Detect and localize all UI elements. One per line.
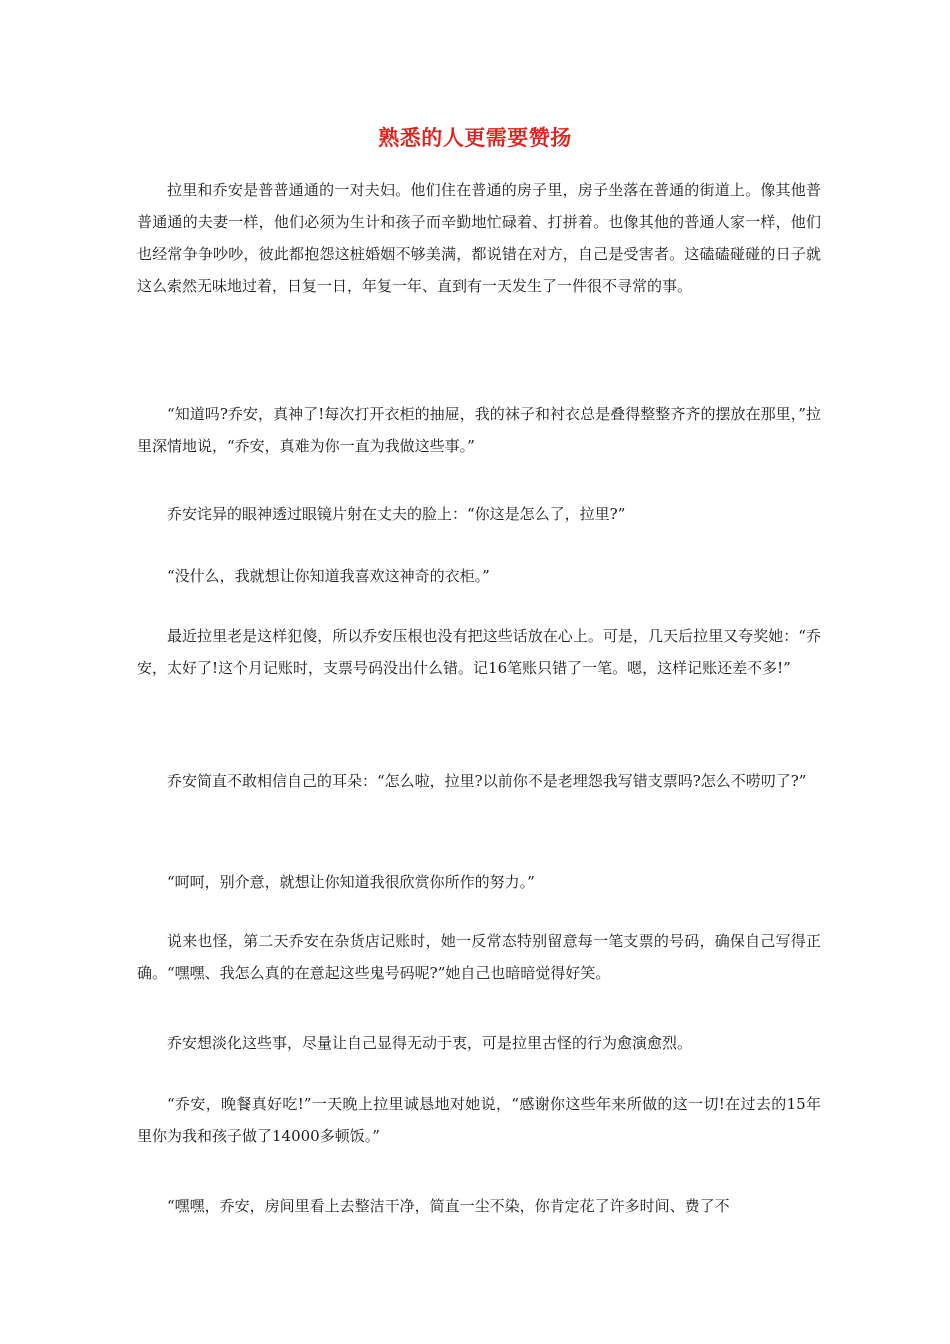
paragraph-5: 最近拉里老是这样犯傻，所以乔安压根也没有把这些话放在心上。可是，几天后拉里又夸奖她：“乔安，太好了!这个月记账时，支票号码没出什么错。记16笔账只错了一笔。嗯，这样记账还差不多!” [137,627,821,677]
paragraph-9: 乔安想淡化这些事，尽量让自己显得无动于衷，可是拉里古怪的行为愈演愈烈。 [167,1034,693,1052]
paragraph-1: 拉里和乔安是普普通通的一对夫妇。他们住在普通的房子里，房子坐落在普通的街道上。像其他普普通通的夫妻一样，他们必须为生计和孩子而辛勤地忙碌着、打拼着。也像其他的普通人家一样，他们也经常争争吵吵，彼此都抱怨这桩婚姻不够美满，都说错在对方，自己是受害者。这磕磕碰碰的日子就这么索然无味地过着，日复一日，年复一年、直到有一天发生了一件很不寻常的事。 [137,181,821,295]
paragraph-8: 说来也怪，第二天乔安在杂货店记账时，她一反常态特别留意每一笔支票的号码，确保自己写得正确。“嘿嘿、我怎么真的在意起这些鬼号码呢?”她自己也暗暗觉得好笑。 [137,932,821,982]
paragraph-11: “嘿嘿，乔安，房间里看上去整洁干净，简直一尘不染，你肯定花了许多时间、费了不 [167,1197,730,1215]
paragraph-6: 乔安简直不敢相信自己的耳朵：“怎么啦，拉里?以前你不是老埋怨我写错支票吗?怎么不唠叨了?” [167,772,807,790]
paragraph-2: “知道吗?乔安，真神了!每次打开衣柜的抽屉，我的袜子和衬衣总是叠得整整齐齐的摆放在那里，”拉里深情地说，“乔安，真难为你一直为我做这些事。” [137,405,821,455]
document-title: 熟悉的人更需要赞扬 [378,126,572,150]
paragraph-4: “没什么，我就想让你知道我喜欢这神奇的衣柜。” [167,567,490,585]
paragraph-10: “乔安，晚餐真好吃!”一天晚上拉里诚恳地对她说，“感谢你这些年来所做的这一切!在过去的15年里你为我和孩子做了14000多顿饭。” [137,1095,821,1145]
paragraph-7: “呵呵，别介意，就想让你知道我很欣赏你所作的努力。” [167,873,535,891]
paragraph-3: 乔安诧异的眼神透过眼镜片射在丈夫的脸上：“你这是怎么了，拉里?” [167,505,626,523]
